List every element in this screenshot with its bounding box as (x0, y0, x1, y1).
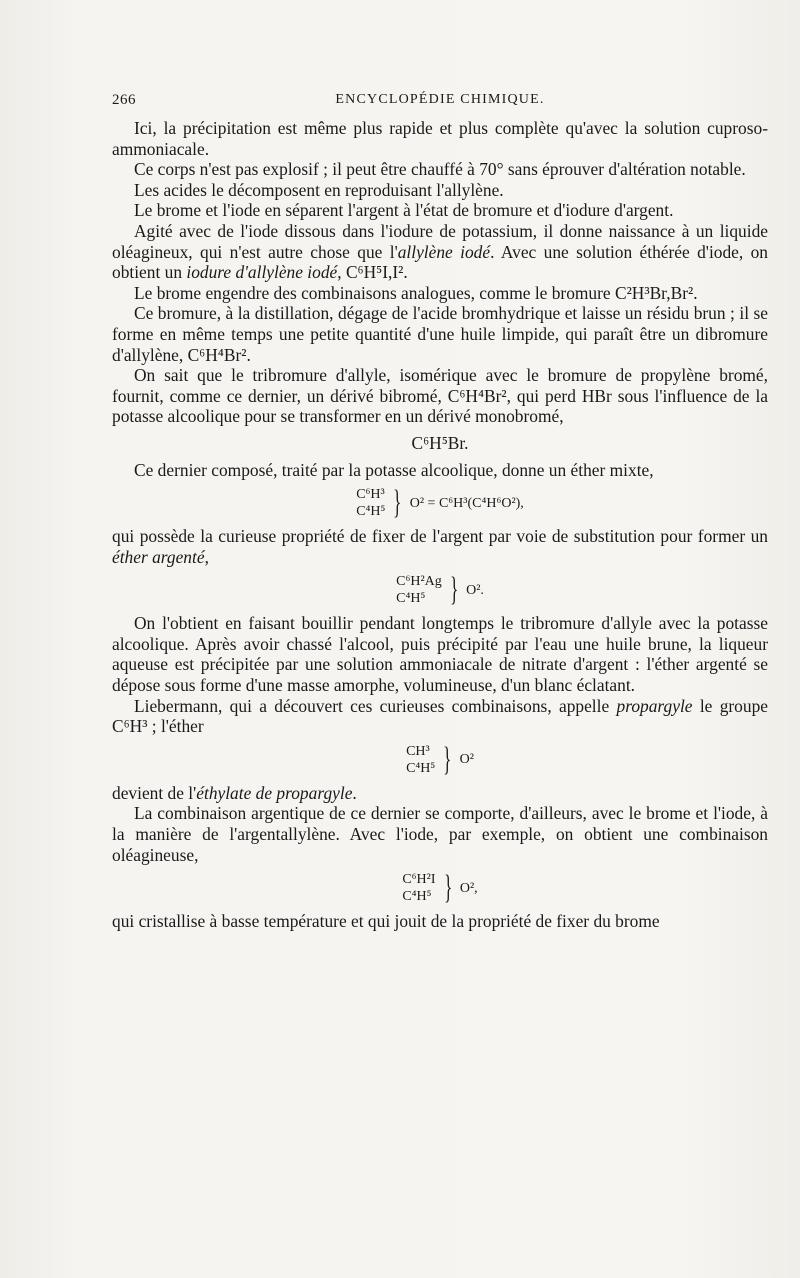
formula-bottom: C⁴H⁵ (356, 504, 386, 520)
italic-term: propargyle (616, 695, 693, 716)
paragraph: Ici, la précipitation est même plus rapide et plus complète qu'avec la solution cuproso-ammoniacale. (112, 118, 768, 159)
paragraph (112, 783, 768, 804)
paragraph: Ce dernier composé, traité par la potasse alcoolique, donne un éther mixte, (134, 459, 654, 480)
text: devient de l' (112, 782, 197, 803)
paragraph: qui cristallise à basse température et qui jouit de la propriété de fixer du brome (112, 911, 660, 932)
paragraph (112, 526, 768, 567)
paragraph: On l'obtient en faisant bouillir pendant longtemps le tribromure d'allyle avec la potasse alcoolique. Après avoir chassé l'alcool, puis précipité par l'eau une huile brune, la liqueur aqueuse est précipitée par une solution ammoniacale de nitrate d'argent : l'éther argenté se dépose sous forme d'une masse amorphe, volumineuse, d'un blanc éclatant. (112, 613, 768, 696)
body-text (112, 118, 768, 932)
formula-ether-mixte: C⁶H³ C⁴H⁵ } O² = C⁶H³(C⁴H⁶O²), (356, 484, 524, 522)
italic-term: allylène iodé (397, 241, 491, 262)
paragraph: Ce corps n'est pas explosif ; il peut être chauffé à 70° sans éprouver d'altération notable. (134, 159, 746, 180)
paragraph: Le brome engendre des combinaisons analogues, comme le bromure C²H³Br,Br². (134, 282, 698, 303)
formula-monobromide: C⁶H⁵Br. (411, 432, 469, 453)
text: le groupe C⁶H³ ; l'éther (112, 695, 768, 737)
paragraph: Les acides le décomposent en reproduisant l'allylène. (134, 179, 504, 200)
formula-rhs: O². (466, 582, 484, 598)
text: Agité avec de l'iode dissous dans l'iodure de potassium, il donne naissance à un liquide oléagineux, qui n'est autre chose que l' (112, 220, 768, 262)
formula-rhs: O², (459, 880, 478, 896)
text: , (204, 546, 209, 567)
formula-iodo-combination: C⁶H²I C⁴H⁵ } O², (402, 869, 478, 907)
formula-rhs: O² (459, 752, 474, 768)
formula-rhs: O² = C⁶H³(C⁴H⁶O²), (409, 495, 524, 511)
text: . Avec une solution éthérée d'iode, on obtient un (112, 241, 769, 283)
formula-bottom: C⁴H⁵ (406, 760, 436, 776)
paragraph: Le brome et l'iode en séparent l'argent à l'état de bromure et d'iodure d'argent. (134, 200, 674, 221)
text: , C⁶H⁵I,I². (337, 262, 408, 283)
page-header (112, 92, 768, 114)
formula-ether-argente: C⁶H²Ag C⁴H⁵ } O². (396, 571, 484, 609)
paragraph: Ce bromure, à la distillation, dégage de l'acide bromhydrique et laisse un résidu brun ; il se forme en même temps une petite quantité d'une huile limpide, qui paraît être un dibromure d'allylène, C⁶H⁴Br². (112, 303, 768, 365)
running-title: ENCYCLOPÉDIE CHIMIQUE. (335, 92, 545, 107)
formula-top: CH³ (406, 743, 430, 759)
italic-term: iodure d'allylène iodé (186, 262, 338, 283)
italic-term: éthylate de propargyle (196, 782, 353, 803)
formula-top: C⁶H²I (402, 872, 436, 888)
italic-term: éther argenté (112, 546, 205, 567)
formula-bottom: C⁴H⁵ (402, 889, 432, 905)
formula-top: C⁶H²Ag (396, 574, 442, 590)
formula-ether-propargyle: CH³ C⁴H⁵ } O² (406, 740, 474, 778)
paragraph: On sait que le tribromure d'allyle, isomérique avec le bromure de propylène bromé, fournit, comme ce dernier, un dérivé bibromé, C⁶H⁴Br², qui perd HBr sous l'influence de la potasse alcoolique pour se transformer en un dérivé monobromé, (112, 365, 768, 427)
formula-bottom: C⁴H⁵ (396, 591, 426, 607)
formula-top: C⁶H³ (356, 487, 385, 503)
paragraph (112, 696, 768, 737)
text: qui possède la curieuse propriété de fixer de l'argent par voie de substitution pour former un (112, 526, 768, 547)
page-number: 266 (112, 92, 136, 108)
text: . (352, 782, 357, 803)
paragraph (112, 221, 768, 283)
paragraph: La combinaison argentique de ce dernier se comporte, d'ailleurs, avec le brome et l'iode, à la manière de l'argentallylène. Avec l'iode, par exemple, on obtient une combinaison oléagineuse, (112, 803, 768, 865)
text: Liebermann, qui a découvert ces curieuses combinaisons, appelle (134, 695, 617, 716)
